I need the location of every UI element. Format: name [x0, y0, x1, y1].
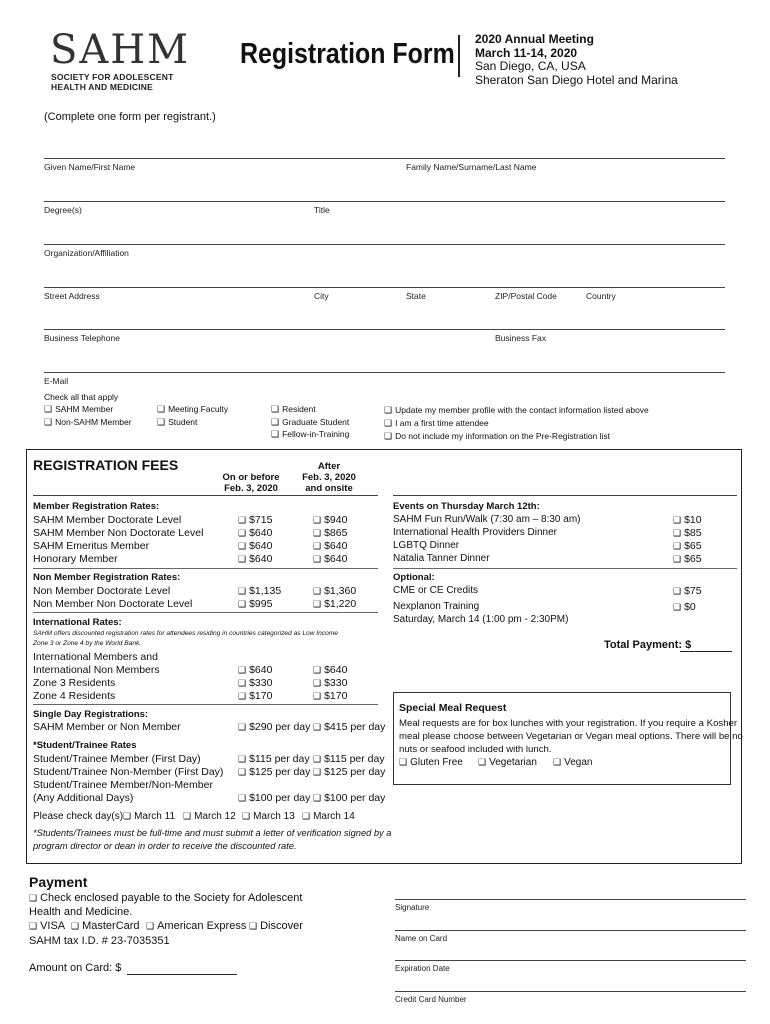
signature-label: Signature [395, 903, 430, 912]
optional-label: CME or CE Credits [393, 585, 479, 596]
col-before-1: On or before [222, 472, 280, 483]
checkbox-first-time[interactable]: ❑ I am a first time attendee [384, 418, 489, 429]
total-payment-input[interactable] [680, 651, 732, 652]
single-day-heading: Single Day Registrations: [33, 709, 149, 720]
page-title: Registration Form [240, 38, 455, 70]
amount-label: Amount on Card: $ [29, 962, 122, 974]
checkbox-meeting-faculty[interactable]: ❑ Meeting Faculty [157, 404, 228, 415]
card-checkbox-discover[interactable]: ❑ Discover [249, 920, 303, 932]
fee-before-checkbox[interactable]: ❑ $115 per day [238, 753, 310, 765]
meal-text-1: Meal requests are for box lunches with your registration. If you require a Kosher [399, 718, 738, 729]
fee-before-checkbox[interactable]: ❑ $640 [238, 527, 272, 539]
divider [33, 612, 378, 613]
fee-after-checkbox[interactable]: ❑ $1,220 [313, 598, 356, 610]
checkbox-graduate-student[interactable]: ❑ Graduate Student [271, 417, 349, 428]
event-checkbox[interactable]: ❑ $65 [673, 540, 702, 552]
fee-label: SAHM Member or Non Member [33, 721, 181, 733]
fee-after-checkbox[interactable]: ❑ $640 [313, 553, 347, 565]
event-checkbox[interactable]: ❑ $85 [673, 527, 702, 539]
fee-after-checkbox[interactable]: ❑ $1,360 [313, 585, 356, 597]
name-line[interactable] [44, 158, 725, 159]
meeting-title: 2020 Annual Meeting [475, 32, 594, 46]
student-rates-heading: *Student/Trainee Rates [33, 740, 137, 751]
card-checkbox-visa[interactable]: ❑ VISA [29, 920, 65, 932]
fee-before-checkbox[interactable]: ❑ $1,135 [238, 585, 281, 597]
fee-before-checkbox[interactable]: ❑ $640 [238, 553, 272, 565]
expiration-input[interactable] [395, 960, 746, 961]
meal-checkbox-vegetarian[interactable]: ❑ Vegetarian [478, 757, 537, 768]
country-label: Country [586, 291, 616, 301]
fees-divider [33, 495, 378, 496]
fee-after-checkbox[interactable]: ❑ $100 per day [313, 792, 385, 804]
fax-label: Business Fax [495, 333, 547, 343]
state-label: State [406, 291, 426, 301]
amount-input[interactable] [127, 974, 237, 975]
event-label: International Health Providers Dinner [393, 527, 557, 538]
day-checkbox-march-14[interactable]: ❑ March 14 [302, 811, 355, 822]
card-checkbox-amex[interactable]: ❑ American Express [146, 920, 246, 932]
logo-wordmark: SAHM [50, 27, 191, 73]
intl-rates-heading: International Rates: [33, 617, 122, 628]
intl-note-2: Zone 3 or Zone 4 by the World Bank. [33, 640, 142, 647]
name-on-card-input[interactable] [395, 930, 746, 931]
checkbox-resident[interactable]: ❑ Resident [271, 404, 316, 415]
meal-checkbox-vegan[interactable]: ❑ Vegan [553, 757, 592, 768]
student-note-2: program director or dean in order to receive the discounted rate. [33, 841, 297, 851]
optional-heading: Optional: [393, 572, 435, 583]
fee-before-checkbox[interactable]: ❑ $995 [238, 598, 272, 610]
checkbox-sahm-member[interactable]: ❑ SAHM Member [44, 404, 113, 415]
event-label: LGBTQ Dinner [393, 540, 460, 551]
col-after-3: and onsite [305, 483, 353, 494]
student-note-1: *Students/Trainees must be full-time and must submit a letter of verification signed by a [33, 828, 392, 838]
email-label: E-Mail [44, 376, 69, 386]
fee-before-checkbox[interactable]: ❑ $170 [238, 690, 272, 702]
fee-after-checkbox[interactable]: ❑ $330 [313, 677, 347, 689]
divider [393, 568, 737, 569]
fee-after-checkbox[interactable]: ❑ $115 per day [313, 753, 385, 765]
nonmember-rates-heading: Non Member Registration Rates: [33, 572, 181, 583]
fee-before-checkbox[interactable]: ❑ $640 [238, 664, 272, 676]
event-checkbox[interactable]: ❑ $10 [673, 514, 702, 526]
tax-id: SAHM tax I.D. # 23-7035351 [29, 935, 170, 947]
fee-after-checkbox[interactable]: ❑ $865 [313, 527, 347, 539]
event-label: Natalia Tanner Dinner [393, 553, 490, 564]
meal-text-2: meal please choose between Vegetarian or Vegan meal options. There will be no [399, 731, 743, 742]
fee-label: SAHM Member Non Doctorate Level [33, 527, 204, 539]
title-label: Title [314, 205, 330, 215]
card-checkbox-mastercard[interactable]: ❑ MasterCard [71, 920, 140, 932]
fee-label: Zone 3 Residents [33, 677, 116, 689]
col-before-2: Feb. 3, 2020 [224, 483, 278, 494]
apply-heading: Check all that apply [44, 392, 119, 402]
divider [33, 704, 378, 705]
phone-line[interactable] [44, 329, 725, 330]
organization-label: Organization/Affiliation [44, 248, 129, 258]
street-label: Street Address [44, 291, 100, 301]
degree-line[interactable] [44, 201, 725, 202]
intl-label-1: International Members and [33, 651, 158, 663]
events-heading: Events on Thursday March 12th: [393, 501, 540, 512]
fee-label: Non Member Non Doctorate Level [33, 598, 193, 610]
fee-before-checkbox[interactable]: ❑ $640 [238, 540, 272, 552]
logo-subtitle-1: SOCIETY FOR ADOLESCENT [51, 72, 174, 82]
fee-label: Student/Trainee Non-Member (First Day) [33, 766, 224, 778]
header-divider [458, 35, 460, 77]
checkbox-student[interactable]: ❑ Student [157, 417, 197, 428]
fee-before-checkbox[interactable]: ❑ $100 per day [238, 792, 310, 804]
expiration-label: Expiration Date [395, 964, 450, 973]
optional-label: Nexplanon Training [393, 601, 480, 612]
fee-before-checkbox[interactable]: ❑ $125 per day [238, 766, 310, 778]
card-number-label: Credit Card Number [395, 995, 467, 1004]
day-checkbox-march-12[interactable]: ❑ March 12 [183, 811, 236, 822]
fee-label: (Any Additional Days) [33, 792, 134, 804]
fee-label: Zone 4 Residents [33, 690, 116, 702]
name-on-card-label: Name on Card [395, 934, 448, 943]
instructions: (Complete one form per registrant.) [44, 111, 216, 123]
fee-after-checkbox[interactable]: ❑ $125 per day [313, 766, 385, 778]
fee-label: SAHM Emeritus Member [33, 540, 150, 552]
day-checkbox-march-11[interactable]: ❑ March 11 [123, 811, 175, 822]
intl-note-1: SAHM offers discounted registration rates for attendees residing in countries categorized as Low Income [33, 630, 338, 637]
optional-checkbox[interactable]: ❑ $75 [673, 585, 702, 597]
checkbox-no-preregistration[interactable]: ❑ Do not include my information on the Pre-Registration list [384, 431, 610, 442]
address-line[interactable] [44, 287, 725, 288]
member-rates-heading: Member Registration Rates: [33, 501, 160, 512]
divider [33, 568, 378, 569]
email-line[interactable] [44, 372, 725, 373]
city-label: City [314, 291, 329, 301]
fee-after-checkbox[interactable]: ❑ $940 [313, 514, 347, 526]
meal-heading: Special Meal Request [399, 702, 507, 714]
fee-label: SAHM Member Doctorate Level [33, 514, 182, 526]
event-checkbox[interactable]: ❑ $65 [673, 553, 702, 565]
fee-before-checkbox[interactable]: ❑ $715 [238, 514, 272, 526]
col-after-2: Feb. 3, 2020 [302, 472, 356, 483]
meeting-dates: March 11-14, 2020 [475, 45, 578, 60]
events-divider [393, 495, 737, 496]
meeting-city: San Diego, CA, USA [475, 59, 586, 73]
given-name-label: Given Name/First Name [44, 162, 136, 172]
card-number-input[interactable] [395, 991, 746, 992]
total-payment-label: Total Payment: $ [604, 639, 692, 651]
degree-label: Degree(s) [44, 205, 82, 215]
optional-checkbox[interactable]: ❑ $0 [673, 601, 696, 613]
days-prompt: Please check day(s) [33, 811, 124, 822]
event-label: SAHM Fun Run/Walk (7:30 am – 8:30 am) [393, 514, 581, 525]
nexplanon-time: Saturday, March 14 (1:00 pm - 2:30PM) [393, 614, 569, 625]
checkbox-fellow-in-training[interactable]: ❑ Fellow-in-Training [271, 429, 349, 440]
organization-line[interactable] [44, 244, 725, 245]
family-name-label: Family Name/Surname/Last Name [406, 162, 537, 172]
check-line-2: Health and Medicine. [29, 906, 133, 918]
telephone-label: Business Telephone [44, 333, 120, 343]
col-after-1: After [317, 461, 341, 472]
fee-after-checkbox[interactable]: ❑ $640 [313, 664, 347, 676]
fee-before-checkbox[interactable]: ❑ $290 per day [238, 721, 310, 733]
checkbox-non-sahm-member[interactable]: ❑ Non-SAHM Member [44, 417, 132, 428]
fee-before-checkbox[interactable]: ❑ $330 [238, 677, 272, 689]
fee-after-checkbox[interactable]: ❑ $170 [313, 690, 347, 702]
meeting-venue: Sheraton San Diego Hotel and Marina [475, 72, 678, 87]
col-after-header [293, 461, 365, 494]
checkbox-update-profile[interactable]: ❑ Update my member profile with the contact information listed above [384, 405, 649, 416]
signature-input[interactable] [395, 899, 746, 900]
checkbox-check-enclosed[interactable]: ❑ Check enclosed payable to the Society for Adolescent [29, 892, 302, 904]
meal-checkbox-gluten-free[interactable]: ❑ Gluten Free [399, 757, 463, 768]
fee-label: Student/Trainee Member (First Day) [33, 753, 201, 765]
meeting-info [475, 33, 678, 87]
fee-label: International Non Members [33, 664, 160, 676]
meal-text-3: nuts or seafood included with lunch. [399, 744, 552, 755]
fee-after-checkbox[interactable]: ❑ $640 [313, 540, 347, 552]
zip-label: ZIP/Postal Code [495, 291, 557, 301]
fee-after-checkbox[interactable]: ❑ $415 per day [313, 721, 385, 733]
payment-heading: Payment [29, 874, 88, 890]
fee-label: Non Member Doctorate Level [33, 585, 171, 597]
fee-label: Honorary Member [33, 553, 118, 565]
fees-heading: REGISTRATION FEES [33, 457, 179, 473]
logo-subtitle-2: HEALTH AND MEDICINE [51, 82, 154, 92]
day-checkbox-march-13[interactable]: ❑ March 13 [242, 811, 295, 822]
col-before-header [215, 472, 287, 494]
student-label-3: Student/Trainee Member/Non-Member [33, 779, 213, 791]
